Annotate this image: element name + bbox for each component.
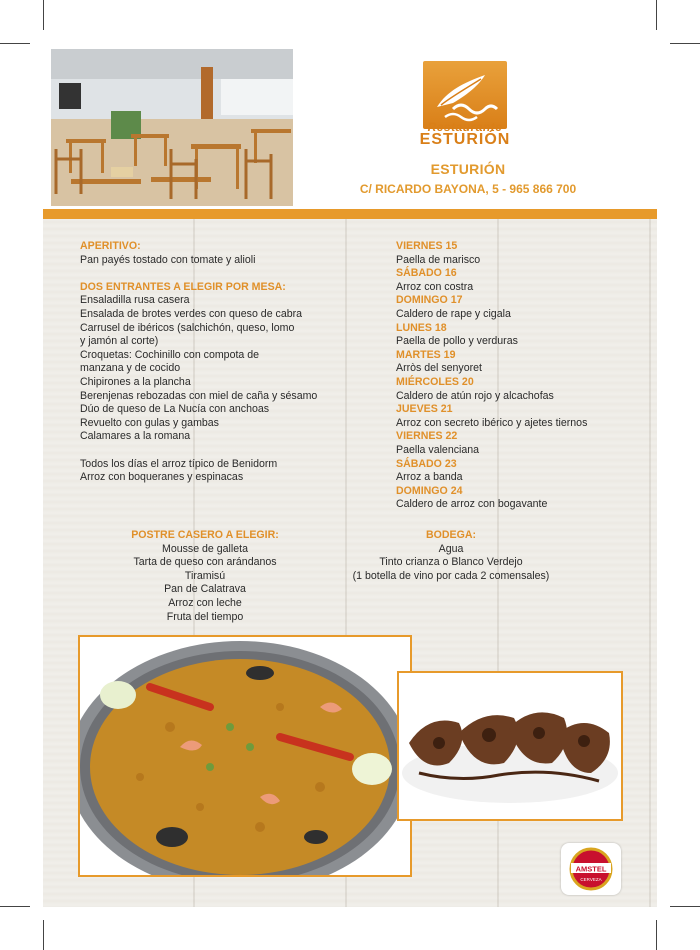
dessert-item: Tarta de queso con arándanos xyxy=(133,556,277,569)
day-heading: MARTES 19 xyxy=(396,348,456,361)
menu-item: Berenjenas rebozadas con miel de caña y sésamo xyxy=(80,389,318,402)
day-heading: SÁBADO 23 xyxy=(396,457,457,470)
header xyxy=(43,43,657,211)
day-heading: DOMINGO 17 xyxy=(396,294,463,307)
drink-item: (1 botella de vino por cada 2 comensales) xyxy=(352,569,550,582)
restaurant-interior-photo xyxy=(51,49,293,206)
drink-item: Agua xyxy=(438,542,464,555)
bodega-heading: BODEGA: xyxy=(425,529,477,541)
daily-dishes-column xyxy=(396,240,587,512)
day-heading: VIERNES 22 xyxy=(396,430,458,443)
restaurant-name: ESTURIÓN xyxy=(430,161,506,177)
drink-item: Tinto crianza o Blanco Verdejo xyxy=(379,556,523,569)
menu-item: y jamón al corte) xyxy=(80,335,159,348)
postre-heading: POSTRE CASERO A ELEGIR: xyxy=(131,529,279,541)
day-dish: Paella valenciana xyxy=(396,443,480,456)
menu-item: Ensalada de brotes verdes con queso de cabra xyxy=(80,307,303,320)
crop-mark xyxy=(0,43,30,44)
crop-mark xyxy=(656,0,657,30)
day-dish: Arroz con costra xyxy=(396,280,474,293)
day-heading: SÁBADO 16 xyxy=(396,267,457,280)
menu-page xyxy=(43,43,657,907)
dessert-item: Mousse de galleta xyxy=(162,542,248,555)
menu-item: Ensaladilla rusa casera xyxy=(80,294,190,307)
crop-mark xyxy=(0,906,30,907)
arroz-note: Todos los días el arroz típico de Benidorm xyxy=(80,457,278,470)
menu-item: Croquetas: Cochinillo con compota de xyxy=(80,348,260,361)
aperitivo-heading: APERITIVO: xyxy=(80,240,141,252)
logo-wordmark-top: Restaurante xyxy=(427,120,503,134)
menu-item: Revuelto con gulas y gambas xyxy=(80,416,219,429)
paella-photo xyxy=(78,635,412,877)
day-dish: Arroz a banda xyxy=(396,471,463,484)
dessert-item: Tiramisú xyxy=(184,569,226,582)
dessert-item: Fruta del tiempo xyxy=(166,610,244,623)
restaurant-address: C/ RICARDO BAYONA, 5 - 965 866 700 xyxy=(359,182,577,196)
menu-item: Dúo de queso de La Nucía con anchoas xyxy=(80,403,270,416)
restaurant-logo xyxy=(423,61,507,129)
day-dish: Caldero de arroz con bogavante xyxy=(396,498,548,511)
sponsor-name: AMSTEL xyxy=(575,864,607,874)
crop-mark xyxy=(43,0,44,30)
drinks-section xyxy=(326,529,576,583)
crop-mark xyxy=(670,906,700,907)
day-dish: Arroz con secreto ibérico y ajetes tiernos xyxy=(396,416,588,429)
crop-mark xyxy=(670,43,700,44)
day-heading: JUEVES 21 xyxy=(396,403,453,416)
entrantes-heading: DOS ENTRANTES A ELEGIR POR MESA: xyxy=(80,280,286,293)
day-dish: Paella de marisco xyxy=(396,253,481,266)
day-heading: LUNES 18 xyxy=(396,321,447,334)
menu-item: Carrusel de ibéricos (salchichón, queso, lomo xyxy=(80,321,295,334)
day-dish: Arròs del senyoret xyxy=(396,362,482,375)
day-heading: MIÉRCOLES 20 xyxy=(396,375,474,388)
day-heading: DOMINGO 24 xyxy=(396,484,463,497)
logo-wordmark: ESTURIÓN xyxy=(419,131,511,148)
menu-item: Pan payés tostado con tomate y alioli xyxy=(80,253,256,266)
dessert-section xyxy=(105,529,305,624)
day-heading: VIERNES 15 xyxy=(396,240,458,252)
meat-dish-photo xyxy=(397,671,623,821)
dessert-item: Pan de Calatrava xyxy=(164,583,246,596)
menu-item: Calamares a la romana xyxy=(80,430,191,443)
starters-column xyxy=(80,240,317,485)
dessert-item: Arroz con leche xyxy=(168,596,242,609)
crop-mark xyxy=(43,920,44,950)
menu-item: manzana y de cocido xyxy=(80,362,181,375)
crop-mark xyxy=(656,920,657,950)
day-dish: Paella de pollo y verduras xyxy=(396,335,518,348)
day-dish: Caldero de atún rojo y alcachofas xyxy=(396,389,554,402)
sponsor-sub: CERVEZA xyxy=(580,877,602,882)
accent-divider xyxy=(43,209,657,219)
arroz-note: Arroz con boqueranes y espinacas xyxy=(80,471,244,484)
menu-item: Chipirones a la plancha xyxy=(80,375,191,388)
day-dish: Caldero de rape y cigala xyxy=(396,307,511,320)
amstel-logo xyxy=(561,843,621,895)
